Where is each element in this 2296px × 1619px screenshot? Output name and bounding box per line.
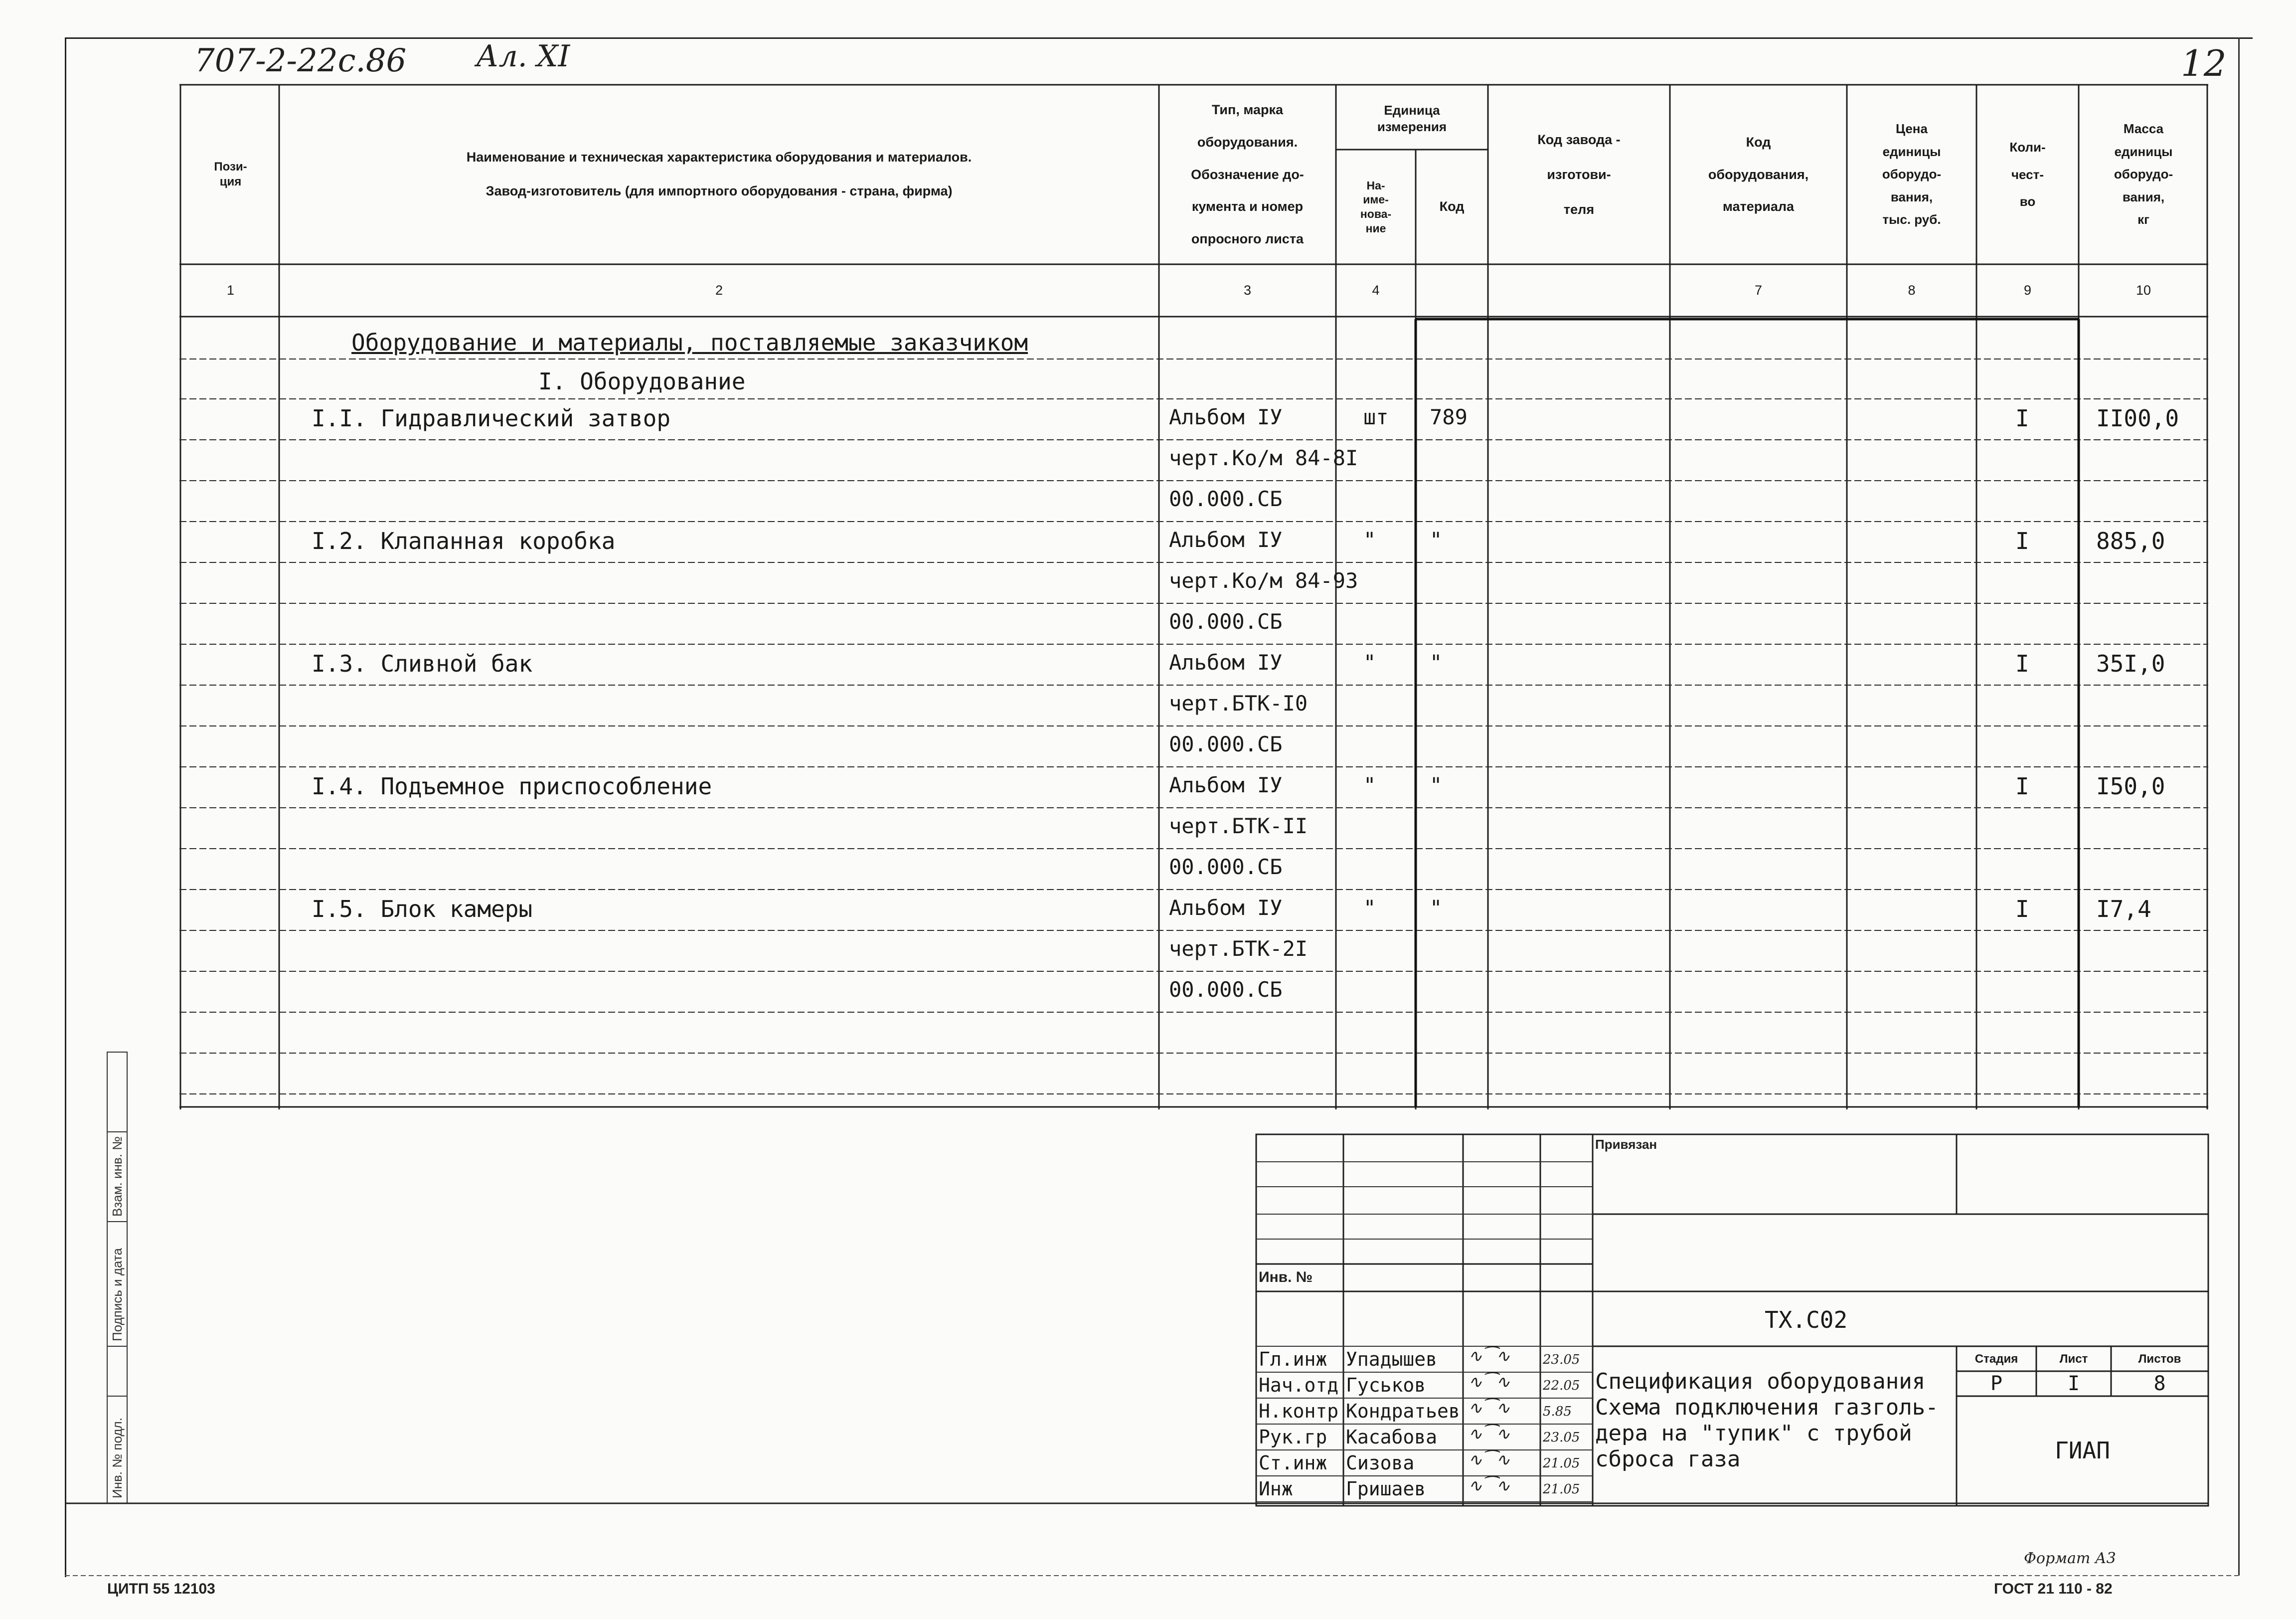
item-type-line: 00.000.СБ [1169, 732, 1283, 756]
stage-value: Р [1990, 1372, 2003, 1395]
header-unit-code: Код [1439, 199, 1465, 214]
footer-format: Формат А3 [2024, 1550, 2116, 1567]
item-name: I.3. Сливной бак [312, 650, 533, 677]
album-label: Ал. XI [476, 39, 570, 74]
item-unit-code: " [1430, 650, 1443, 675]
item-qty: I [2015, 896, 2029, 922]
item-qty: I [2015, 773, 2029, 800]
item-type-line: черт.Ко/м 84-93 [1169, 568, 1358, 593]
section-title: Оборудование и материалы, поставляемые заказчиком [351, 329, 1028, 356]
item-mass: II00,0 [2096, 405, 2179, 432]
description-line-2: Схема подключения газголь- [1595, 1395, 1939, 1420]
doc-code: 707-2-22с.86 [194, 42, 407, 79]
side-label-inv-podl: Инв. № подл. [110, 1418, 125, 1498]
staff-date: 23.05 [1543, 1352, 1580, 1367]
item-type-line: Альбом IУ [1169, 528, 1283, 552]
staff-role: Рук.гр [1259, 1426, 1327, 1448]
staff-date: 21.05 [1543, 1482, 1580, 1497]
item-unit: шт [1363, 405, 1389, 429]
staff-date: 22.05 [1543, 1378, 1580, 1393]
header-pos: Пози- ция [214, 160, 247, 188]
sheets-label: Листов [2138, 1352, 2181, 1366]
item-unit: " [1363, 528, 1376, 552]
header-unit-name: На- име- нова- ние [1360, 179, 1392, 235]
colnum-2: 2 [715, 282, 723, 298]
item-type-line: черт.Ко/м 84-8I [1169, 446, 1358, 470]
sheets-value: 8 [2153, 1372, 2166, 1395]
drawing-frame-right [2238, 37, 2240, 1576]
staff-role: Гл.инж [1259, 1348, 1327, 1370]
header-name: Наименование и техническая характеристика оборудования и материалов. Завод-изготовитель (для импортного оборудования - страна, фирма) [466, 150, 972, 198]
side-label-vzam: Взам. инв. № [110, 1136, 125, 1217]
staff-name: Касабова [1346, 1426, 1438, 1448]
item-type-line: черт.БТК-2I [1169, 936, 1308, 961]
stage-label: Стадия [1974, 1352, 2018, 1366]
header-factory-code: Код завода - изготови- теля [1537, 132, 1621, 217]
item-name: I.5. Блок камеры [312, 896, 533, 922]
side-label-signature: Подпись и дата [110, 1248, 125, 1341]
staff-role: Н.контр [1259, 1400, 1339, 1422]
item-type-line: черт.БТК-I0 [1169, 691, 1308, 716]
item-type-line: Альбом IУ [1169, 896, 1283, 920]
privyazan-label: Привязан [1595, 1137, 1657, 1152]
org-name: ГИАП [2055, 1437, 2110, 1464]
signature-mark: ∿⁀∿ [1468, 1398, 1510, 1418]
doc-id: ТХ.С02 [1765, 1306, 1848, 1333]
footer-gost: ГОСТ 21 110 - 82 [1994, 1581, 2113, 1597]
page-number: 12 [2181, 42, 2227, 84]
header-mass: Масса единицы оборудо- вания, кг [2114, 121, 2173, 227]
signature-mark: ∿⁀∿ [1468, 1476, 1510, 1496]
header-unit: Единица измерения [1377, 103, 1447, 134]
footer-citp: ЦИТП 55 12103 [107, 1581, 215, 1597]
item-type-line: Альбом IУ [1169, 405, 1283, 429]
item-unit: " [1363, 896, 1376, 920]
signature-mark: ∿⁀∿ [1468, 1372, 1510, 1392]
staff-name: Упадышев [1346, 1348, 1438, 1370]
item-type-line: черт.БТК-II [1169, 814, 1308, 838]
item-type-line: 00.000.СБ [1169, 855, 1283, 879]
colnum-10: 10 [2135, 282, 2151, 298]
item-name: I.2. Клапанная коробка [312, 528, 616, 554]
colnum-3: 3 [1243, 282, 1252, 298]
description-line-3: дера на "тупик" с трубой [1595, 1421, 1912, 1446]
staff-role: Нач.отд [1259, 1374, 1339, 1396]
item-type-line: 00.000.СБ [1169, 487, 1283, 511]
item-mass: 35I,0 [2096, 650, 2165, 677]
item-qty: I [2015, 405, 2029, 432]
item-mass: I50,0 [2096, 773, 2165, 800]
description-line-4: сброса газа [1595, 1446, 1741, 1472]
colnum-1: 1 [226, 282, 235, 298]
colnum-9: 9 [2023, 282, 2032, 298]
item-type-line: Альбом IУ [1169, 650, 1283, 675]
subsection-title: I. Оборудование [538, 368, 746, 395]
signature-mark: ∿⁀∿ [1468, 1424, 1510, 1444]
header-equip-code: Код оборудования, материала [1708, 134, 1809, 214]
staff-name: Гришаев [1346, 1478, 1426, 1500]
colnum-4: 4 [1372, 282, 1380, 298]
item-unit: " [1363, 773, 1376, 797]
item-unit-code: " [1430, 896, 1443, 920]
item-name: I.4. Подъемное приспособление [312, 773, 712, 800]
item-type-line: 00.000.СБ [1169, 609, 1283, 634]
sheet-value: I [2067, 1372, 2080, 1395]
staff-name: Сизова [1346, 1452, 1415, 1474]
header-qty: Коли- чест- во [2009, 140, 2046, 209]
staff-date: 5.85 [1543, 1404, 1572, 1419]
signature-mark: ∿⁀∿ [1468, 1346, 1510, 1366]
item-unit-code: " [1430, 773, 1443, 797]
item-unit: " [1363, 650, 1376, 675]
sheet-label: Лист [2059, 1352, 2088, 1366]
staff-date: 23.05 [1543, 1430, 1580, 1445]
header-price: Цена единицы оборудо- вания, тыс. руб. [1882, 121, 1942, 227]
item-unit-code: 789 [1430, 405, 1468, 429]
item-mass: 885,0 [2096, 528, 2165, 554]
staff-name: Гуськов [1346, 1374, 1426, 1396]
inv-no-label: Инв. № [1259, 1269, 1313, 1285]
staff-date: 21.05 [1543, 1456, 1580, 1471]
colnum-7: 7 [1754, 282, 1763, 298]
item-qty: I [2015, 528, 2029, 554]
description-line-1: Спецификация оборудования [1595, 1369, 1926, 1394]
staff-role: Ст.инж [1259, 1452, 1327, 1474]
item-unit-code: " [1430, 528, 1443, 552]
staff-name: Кондратьев [1346, 1400, 1460, 1422]
item-mass: I7,4 [2096, 896, 2151, 922]
item-qty: I [2015, 650, 2029, 677]
colnum-8: 8 [1908, 282, 1916, 298]
item-type-line: Альбом IУ [1169, 773, 1283, 797]
header-type: Тип, марка оборудования. Обозначение до- кумента и номер опросного листа [1191, 102, 1304, 247]
item-type-line: 00.000.СБ [1169, 977, 1283, 1002]
signature-mark: ∿⁀∿ [1468, 1450, 1510, 1470]
staff-role: Инж [1259, 1478, 1293, 1500]
item-name: I.I. Гидравлический затвор [312, 405, 671, 432]
